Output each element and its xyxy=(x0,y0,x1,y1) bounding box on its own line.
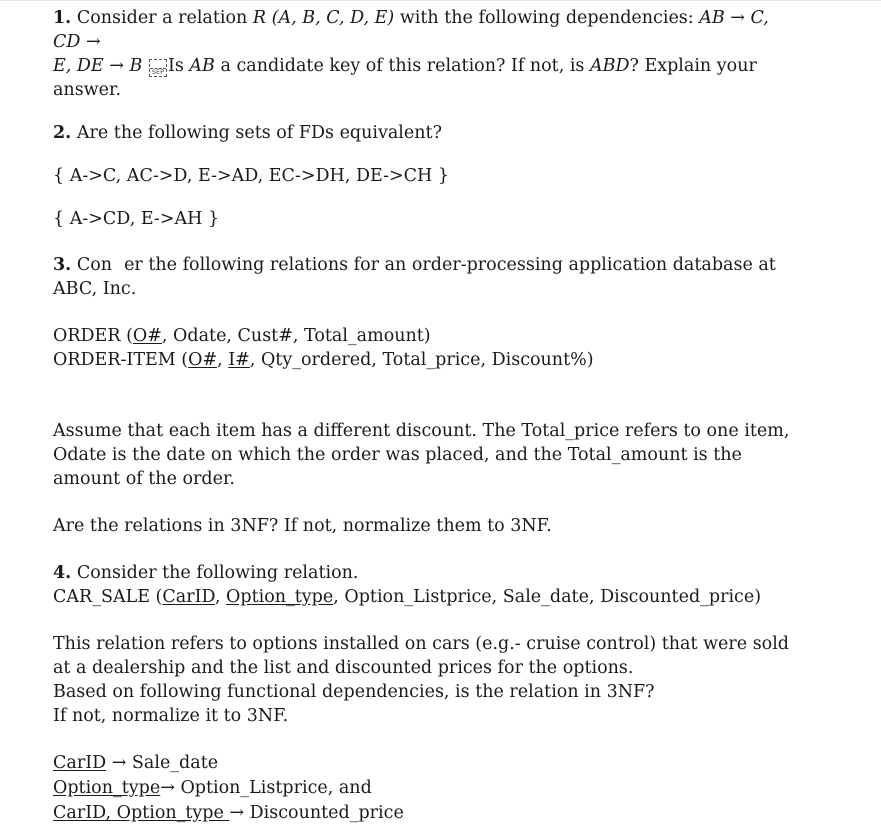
fd-3-lhs: CarID, Option_type xyxy=(53,803,230,823)
assume-line-3: amount of the order. xyxy=(53,469,235,489)
q1-text-6: answer. xyxy=(53,80,122,100)
q1-fd-1: AB → C, CD → xyxy=(53,8,769,52)
q1-text-5: ? Explain your xyxy=(629,56,757,76)
q3-text-1: Con xyxy=(76,255,113,275)
order-item-key-1: O# xyxy=(188,350,218,370)
order-attrs: , Odate, Cust#, Total_amount) xyxy=(161,326,431,346)
q1-text-2: with the following dependencies: xyxy=(394,8,700,28)
q4-desc-1: This relation refers to options installed on cars (e.g.- cruise control) that were sold xyxy=(53,634,790,654)
car-sale-name: CAR_SALE ( xyxy=(53,587,163,607)
q4-number: 4. xyxy=(53,563,72,583)
fd-set-1: { A->C, AC->D, E->AD, EC->DH, DE->CH } xyxy=(53,166,449,186)
question-2 xyxy=(53,121,793,145)
order-item-name: ORDER-ITEM ( xyxy=(53,350,189,370)
car-sale-attrs: , Option_Listprice, Sale_date, Discounted_price) xyxy=(333,587,762,607)
question-4 xyxy=(53,561,793,609)
top-border xyxy=(0,0,881,1)
fd-3-rhs: → Discounted_price xyxy=(229,803,404,823)
text-gap xyxy=(112,256,124,272)
q4-description xyxy=(53,632,793,728)
q4-dependencies xyxy=(53,751,793,826)
q2-text: Are the following sets of FDs equivalent? xyxy=(76,123,442,143)
document-body xyxy=(53,6,793,826)
q4-text: Consider the following relation. xyxy=(76,563,359,583)
q1-relation-name: R xyxy=(252,8,267,28)
fd-set-2: { A->CD, E->AH } xyxy=(53,209,220,229)
order-key: O# xyxy=(132,326,162,346)
question-3 xyxy=(53,253,793,301)
q1-relation-attrs: (A, B, C, D, E) xyxy=(271,8,395,28)
q4-desc-2: at a dealership and the list and discounted prices for the options. xyxy=(53,658,634,678)
q1-fd-2: E, DE → B xyxy=(53,56,143,76)
q1-key-abd: ABD xyxy=(589,56,630,76)
relation-order xyxy=(53,324,793,372)
order-item-sep: , xyxy=(217,350,229,370)
fd-2-lhs: Option_type xyxy=(53,778,161,798)
q1-text-3: Is xyxy=(167,56,190,76)
car-sale-key-1: CarID xyxy=(162,587,215,607)
car-sale-sep: , xyxy=(214,587,227,607)
separator-label: SEP xyxy=(151,68,165,76)
q3-text-3: ABC, Inc. xyxy=(53,279,137,299)
q3-number: 3. xyxy=(53,255,72,275)
q4-desc-3: Based on following functional dependencies, is the relation in 3NF? xyxy=(53,682,655,702)
order-name: ORDER ( xyxy=(53,326,133,346)
q1-text-4: a candidate key of this relation? If not, is xyxy=(214,56,590,76)
assume-line-1: Assume that each item has a different discount. The Total_price refers to one item, xyxy=(53,421,790,441)
q3-question: Are the relations in 3NF? If not, normalize them to 3NF. xyxy=(53,516,552,536)
car-sale-key-2: Option_type xyxy=(226,587,334,607)
order-item-key-2: I# xyxy=(228,350,250,370)
order-item-attrs: , Qty_ordered, Total_price, Discount%) xyxy=(249,350,594,370)
assume-line-2: Odate is the date on which the order was placed, and the Total_amount is the xyxy=(53,445,742,465)
q1-number: 1. xyxy=(53,8,72,28)
q4-desc-4: If not, normalize it to 3NF. xyxy=(53,706,289,726)
separator-icon xyxy=(149,59,167,77)
q2-number: 2. xyxy=(53,123,72,143)
fd-2-rhs: → Option_Listprice, and xyxy=(160,778,372,798)
q1-key-ab: AB xyxy=(189,56,215,76)
q3-assumption xyxy=(53,419,793,491)
fd-1-lhs: CarID xyxy=(53,753,107,773)
question-1 xyxy=(53,6,793,102)
q3-text-2: er the following relations for an order-processing application database at xyxy=(124,255,776,275)
fd-1-rhs: → Sale_date xyxy=(106,753,219,773)
q1-text: Consider a relation xyxy=(76,8,253,28)
